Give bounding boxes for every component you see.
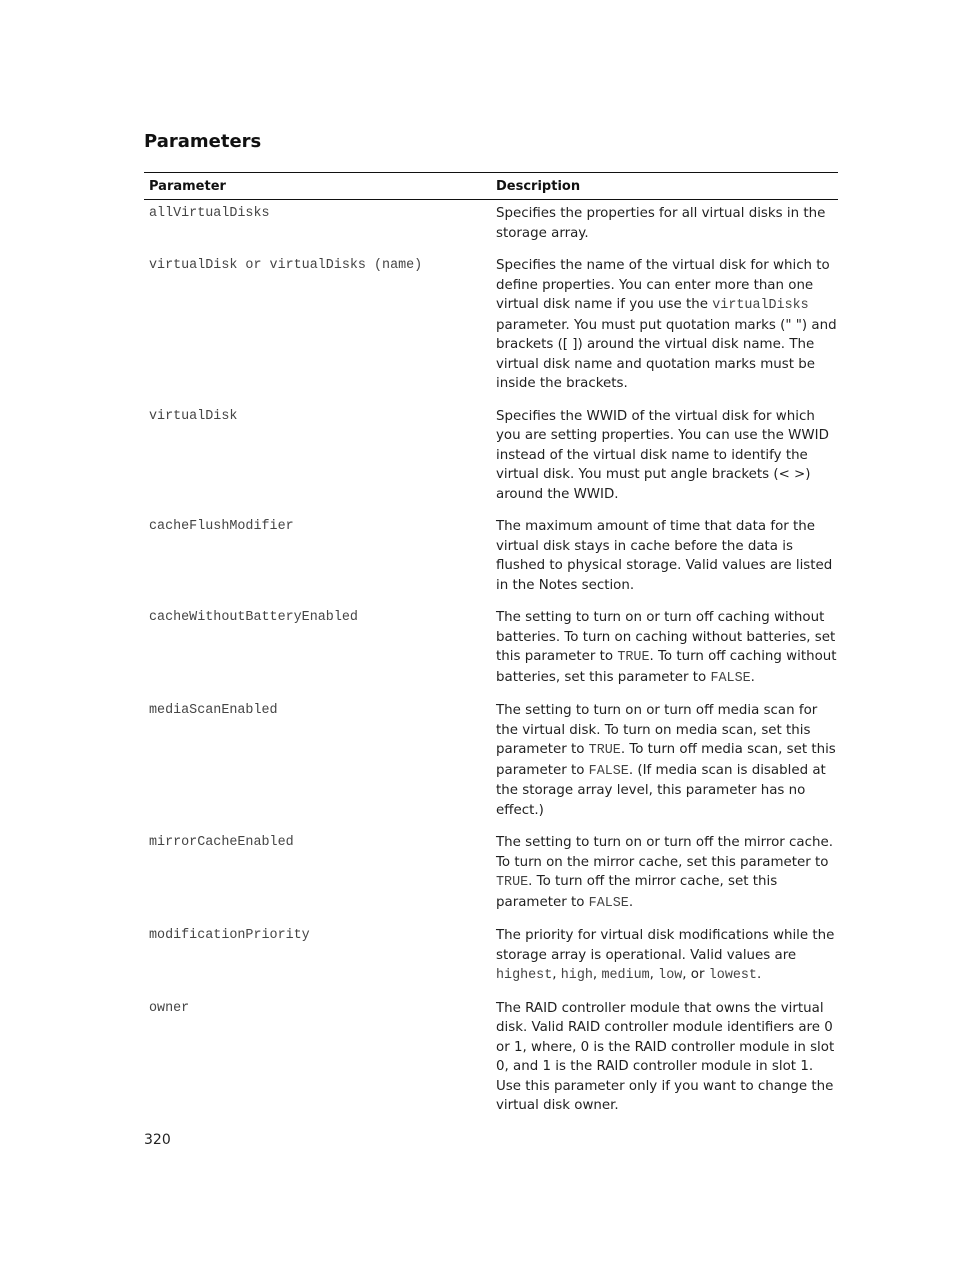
parameter-description — [491, 833, 838, 913]
parameter-name: virtualDisk — [149, 408, 238, 424]
description-text: . To turn off caching without batteries, set this parameter to — [496, 649, 837, 685]
parameter-description — [491, 256, 838, 394]
table-row — [144, 200, 838, 252]
description-text: The setting to turn on or turn off media scan for the virtual disk. To turn on media scan, set this parameter to — [496, 703, 818, 757]
code-value: high — [560, 968, 593, 983]
parameter-description — [491, 999, 838, 1116]
description-text: Specifies the WWID of the virtual disk for which you are setting properties. You can use the WWID instead of the virtual disk name to identify the virtual disk. You must put angle brackets (< >) around the WWID. — [496, 408, 829, 502]
header-description: Description — [496, 178, 581, 194]
description-text: , — [649, 967, 659, 982]
description-text: parameter. You must put quotation marks (" ") and brackets ([ ]) around the virtual disk name. The virtual disk name and quotation marks must be inside the brackets. — [496, 317, 837, 391]
table-row — [144, 513, 838, 604]
table-row — [144, 829, 838, 922]
code-value: FALSE — [588, 895, 629, 911]
table-row — [144, 403, 838, 514]
description-text: The setting to turn on or turn off caching without batteries. To turn on caching without batteries, set this parameter to — [496, 610, 836, 664]
code-value: virtualDisks — [712, 298, 809, 313]
parameter-name: virtualDisk or virtualDisks (name) — [149, 258, 423, 273]
table-row — [144, 922, 838, 995]
table-row — [144, 697, 838, 829]
page-number: 320 — [144, 1132, 171, 1148]
parameter-description — [491, 517, 838, 595]
parameter-name: cacheFlushModifier — [149, 519, 294, 534]
parameter-description — [491, 204, 838, 243]
parameters-table — [144, 172, 838, 1125]
parameter-name: cacheWithoutBatteryEnabled — [149, 610, 358, 625]
parameter-name: mirrorCacheEnabled — [149, 835, 294, 850]
header-parameter: Parameter — [149, 178, 226, 194]
parameter-name: mediaScanEnabled — [149, 703, 278, 718]
description-text: Specifies the name of the virtual disk for which to define properties. You can enter more than one virtual disk name if you use the — [496, 258, 830, 312]
description-text: . — [750, 669, 755, 685]
description-text: , — [592, 967, 602, 982]
table-header — [144, 172, 838, 200]
parameter-description — [491, 608, 838, 688]
page-title: Parameters — [144, 131, 262, 152]
table-row — [144, 604, 838, 697]
description-text: . — [756, 967, 762, 982]
parameter-description — [491, 407, 838, 505]
parameter-description — [491, 701, 838, 820]
description-text: The priority for virtual disk modifications while the storage array is operational. Valid values are — [496, 928, 835, 963]
code-value: TRUE — [496, 875, 529, 890]
description-text: , — [552, 967, 561, 982]
parameter-name: allVirtualDisks — [149, 206, 270, 221]
table-row — [144, 252, 838, 403]
code-value: medium — [601, 968, 650, 983]
parameter-name: owner — [149, 1000, 190, 1016]
code-value: FALSE — [588, 763, 629, 779]
parameter-description — [491, 926, 838, 986]
code-value: low — [658, 968, 683, 983]
description-text: Specifies the properties for all virtual disks in the storage array. — [496, 206, 826, 241]
description-text: , or — [682, 967, 709, 982]
description-text: . To turn off the mirror cache, set this parameter to — [496, 874, 778, 910]
parameter-name: modificationPriority — [149, 928, 310, 943]
description-text: . — [628, 894, 634, 910]
code-value: TRUE — [588, 743, 621, 758]
description-text: . To turn off media scan, set this parameter to — [496, 742, 836, 778]
table-body — [144, 200, 838, 1125]
code-value: FALSE — [710, 670, 751, 686]
code-value: highest — [496, 968, 553, 983]
description-text: The setting to turn on or turn off the mirror cache. To turn on the mirror cache, set this parameter to — [496, 835, 833, 870]
description-text: The RAID controller module that owns the virtual disk. Valid RAID controller module identifiers are 0 or 1, where, 0 is the RAID controller module in slot 0, and 1 is the RAID controller module in slot 1. Use this parameter only if you want to change the virtual disk owner. — [496, 1000, 835, 1113]
description-text: The maximum amount of time that data for the virtual disk stays in cache before the data is flushed to physical storage. Valid values are listed in the Notes section. — [496, 519, 833, 593]
table-row — [144, 995, 838, 1125]
code-value: TRUE — [617, 650, 650, 665]
description-text: . (If media scan is disabled at the storage array level, this parameter has no effect.) — [496, 762, 826, 818]
code-value: lowest — [708, 968, 757, 983]
